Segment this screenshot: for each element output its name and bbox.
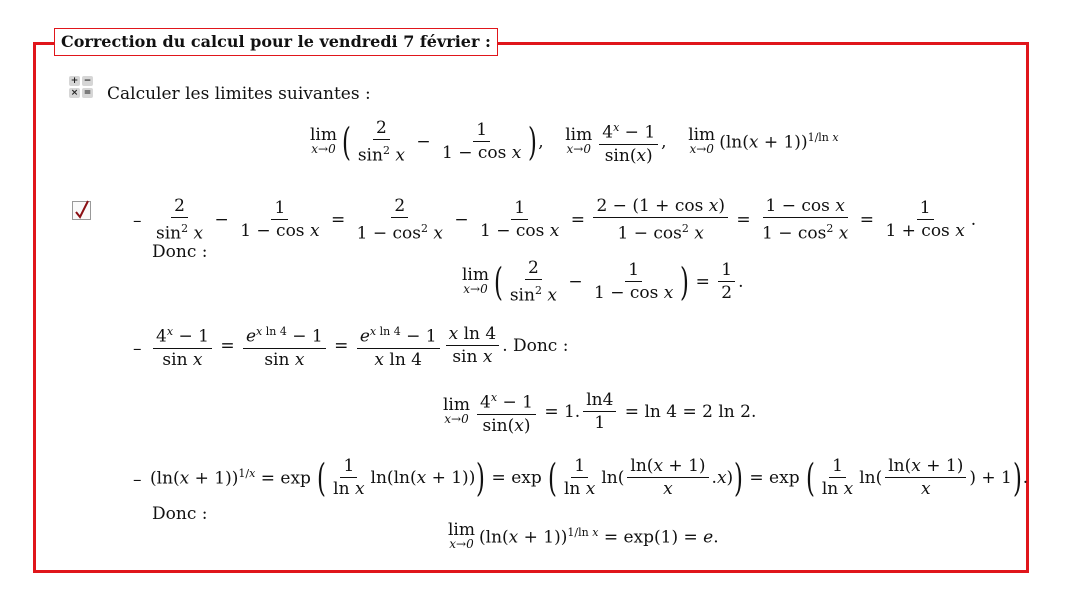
calc-key-plus: + (70, 76, 79, 86)
solution-3-result: lim x→0 $(\ln(x + 1))^{1/ln x} = \exp(1) = e$. (448, 520, 719, 551)
solution-1-result: lim x→0 ( $\frac{2}{\sin^2 x}$ − $\frac{1}{\text{1 − cos x}}$ ) = $\frac{1}{2}$ . (462, 258, 744, 306)
checkmark-icon (72, 201, 91, 220)
calc-key-times: × (70, 88, 79, 98)
calculator-icon (69, 76, 94, 100)
bullet-1: – (133, 211, 142, 231)
section-title: Correction du calcul pour le vendredi 7 février : (54, 28, 498, 56)
solution-1-derivation: $\frac{2}{\sin^2 x}$ − $\frac{1}{\text{1 − cos x}}$ = $\frac{2}{1 - \cos^2 x}$ − $\frac{1}{\text{1 − cos x}}$ = $\frac{\text{2 − (1 + cos x)}}{1 - \cos^2 x}$ = $\frac{\text{1 − cos x}}{1 - \cos^2 x}$ = $\frac{1}{\text{1 + cos x}}$ . (156, 196, 977, 244)
calc-key-minus: − (83, 76, 92, 86)
donc-label-1: Donc : (152, 242, 208, 262)
calc-key-equals: = (83, 88, 92, 98)
bullet-2: – (133, 339, 142, 359)
solution-2-derivation: $\frac{4^x - 1}{\text{sin x}}$ = $\frac{e^{x ln 4} - 1}{\text{sin x}}$ = $\frac{e^{x ln 4} - 1}{\text{x ln 4}}$ $\frac{\text{x ln 4}}{\text{sin x}}$ . Donc : (150, 322, 568, 370)
donc-label-3: Donc : (152, 504, 208, 524)
solution-2-result: lim x→0 $\frac{4^x - 1}{\sin(x)}$ = 1. $\frac{\ln 4}{1}$ = ln 4 = 2 ln 2. (443, 388, 756, 436)
exercise-formula: lim x→0 ( $\frac{2}{\sin^2 x}$ − $\frac{1}{\text{1 − cos x}}$ ) , lim x→0 $\frac{4^x - 1}{\sin(x)}$ , lim x→0 $(\ln(x + 1))^{1/ln x}$ (310, 118, 839, 166)
bullet-3: – (133, 470, 142, 490)
donc-label-2: . Donc : (502, 335, 569, 356)
solution-3-derivation: $(\ln(x + 1))^{1/x} = \exp$ ( $\frac{1}{\text{ln x}}$ ln(ln(x + 1)) ) = exp ( $\frac{1}{\text{ln x}}$ ln( $\frac{\ln(x + 1)}{x}$ .x) ) = exp ( $\frac{1}{\text{ln x}}$ ln( $\frac{\ln(x + 1)}{x}$ ) + 1 ) . (150, 455, 1029, 500)
exercise-instruction: Calculer les limites suivantes : (107, 84, 371, 104)
